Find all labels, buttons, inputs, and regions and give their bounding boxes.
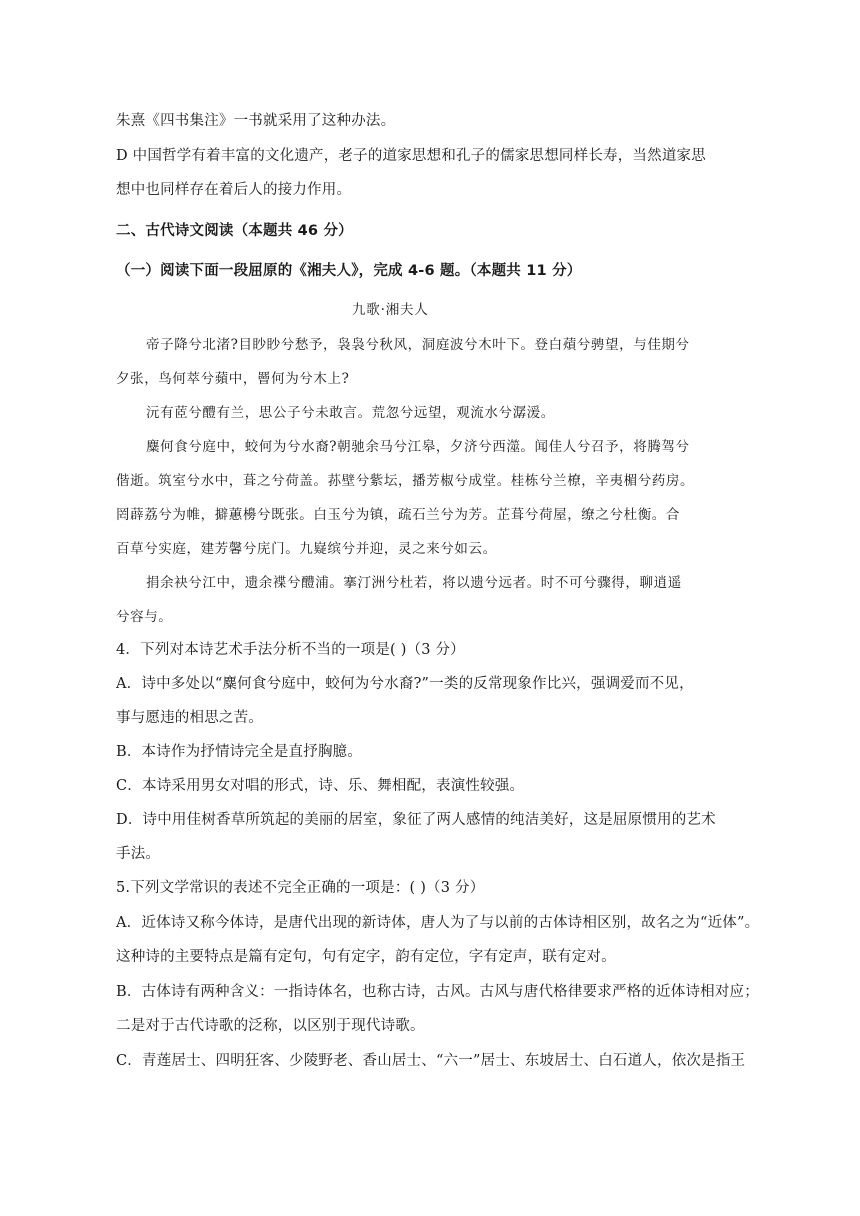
option-d-line: 想中也同样存在着后人的接力作用。 [116, 182, 352, 198]
question-4-option-a-cont: 事与愿违的相思之苦。 [116, 710, 263, 726]
question-4-option-a: A．诗中多处以“麋何食兮庭中，蛟何为兮水裔?”一类的反常现象作比兴，强调爱而不见， [116, 676, 694, 692]
section-heading: 二、古代诗文阅读（本题共 46 分） [116, 223, 353, 239]
question-4-option-d: D．诗中用佳树香草所筑起的美丽的居室，象征了两人感情的纯洁美好，这是屈原惯用的艺术 [116, 812, 716, 828]
poem-line: 罔薜荔兮为帷，擗蕙櫋兮既张。白玉兮为镇，疏石兰兮为芳。芷葺兮荷屋，缭之兮杜衡。合 [116, 507, 680, 523]
question-5-option-c: C．青莲居士、四明狂客、少陵野老、香山居士、“六一”居士、东坡居士、白石道人，依次是指王 [116, 1053, 746, 1069]
question-4-option-c: C．本诗采用男女对唱的形式，诗、乐、舞相配，表演性较强。 [116, 778, 525, 794]
poem-line: 兮容与。 [116, 609, 173, 625]
poem-line: 夕张，鸟何萃兮蘋中，罾何为兮木上? [116, 371, 350, 387]
question-4-stem: 4．下列对本诗艺术手法分析不当的一项是( )（3 分） [116, 642, 465, 658]
option-d-line: D 中国哲学有着丰富的文化遗产，老子的道家思想和孔子的儒家思想同样长寿，当然道家思 [116, 148, 706, 164]
intro-line: 朱熹《四书集注》一书就采用了这种办法。 [116, 113, 396, 129]
poem-line: 帝子降兮北渚?目眇眇兮愁予，袅袅兮秋风，洞庭波兮木叶下。登白薠兮骋望，与佳期兮 [146, 337, 690, 353]
question-5-option-a-cont: 这种诗的主要特点是篇有定句，句有定字，韵有定位，字有定声，联有定对。 [116, 949, 616, 965]
poem-line: 沅有茝兮醴有兰，思公子兮未敢言。荒忽兮远望，观流水兮潺湲。 [146, 405, 555, 421]
question-4-option-d-cont: 手法。 [116, 846, 161, 862]
poem-line: 捐余袂兮江中，遗余褋兮醴浦。搴汀洲兮杜若，将以遗兮远者。时不可兮骤得，聊逍遥 [146, 575, 682, 591]
poem-title: 九歌·湘夫人 [352, 302, 429, 318]
question-5-stem: 5.下列文学常识的表述不完全正确的一项是：( )（3 分） [116, 880, 485, 896]
poem-line: 偕逝。筑室兮水中，葺之兮荷盖。荪壁兮紫坛，播芳椒兮成堂。桂栋兮兰橑，辛夷楣兮药房。 [116, 473, 695, 489]
question-4-option-b: B．本诗作为抒情诗完全是直抒胸臆。 [116, 744, 363, 760]
question-5-option-b-cont: 二是对于古代诗歌的泛称，以区别于现代诗歌。 [116, 1018, 425, 1034]
poem-line: 麋何食兮庭中，蛟何为兮水裔?朝驰余马兮江皋，夕济兮西澨。闻佳人兮召予，将腾驾兮 [146, 439, 690, 455]
poem-line: 百草兮实庭，建芳馨兮庑门。九嶷缤兮并迎，灵之来兮如云。 [116, 541, 497, 557]
question-5-option-b: B．古体诗有两种含义：一指诗体名，也称古诗，古风。古风与唐代格律要求严格的近体诗相对应； [116, 984, 759, 1000]
subsection-heading: （一）阅读下面一段屈原的《湘夫人》，完成 4-6 题。（本题共 11 分） [116, 263, 582, 279]
question-5-option-a: A．近体诗又称今体诗，是唐代出现的新诗体，唐人为了与以前的古体诗相区别，故名之为“近体”。 [116, 915, 760, 931]
